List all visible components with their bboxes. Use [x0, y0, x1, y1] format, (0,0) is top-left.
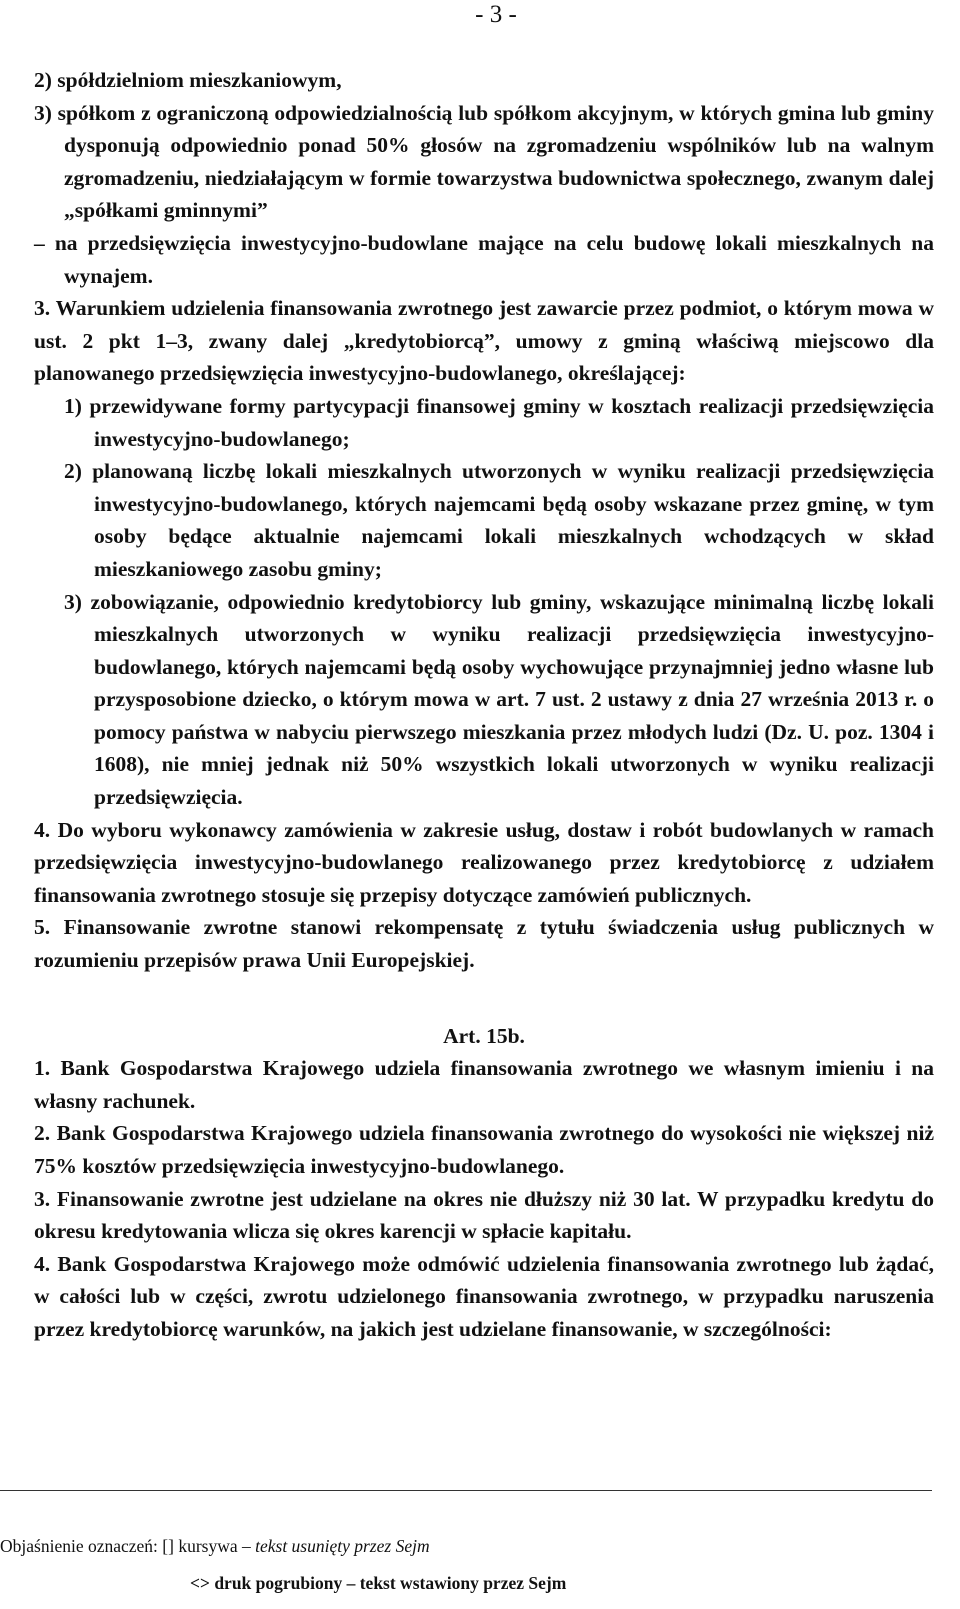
section-3-item-1: 1) przewidywane formy partycypacji finansowej gminy w kosztach realizacji przedsięwzięcia inwestycyjno-budowlanego; [64, 393, 934, 451]
article-item-1: 1. Bank Gospodarstwa Krajowego udziela finansowania zwrotnego we własnym imieniu i na własny rachunek. [34, 1056, 934, 1113]
document-body [34, 64, 934, 1346]
article-item-4: 4. Bank Gospodarstwa Krajowego może odmówić udzielenia finansowania zwrotnego lub żądać, w całości lub w części, zwrotu udzielonego finansowania zwrotnego, w przypadku naruszenia przez kredytobiorcę warunków, na jakich jest udzielane finansowanie, w szczególności: [34, 1251, 934, 1341]
section-3-intro: 3. Warunkiem udzielenia finansowania zwrotnego jest zawarcie przez podmiot, o którym mowa w ust. 2 pkt 1–3, zwany dalej „kredytobiorcą”, umowy z gminą właściwą miejscowo dla planowanego przedsięwzięcia inwestycyjno-budowlanego, określającej: [34, 296, 934, 386]
dash-clause-przedsiewziecia: – na przedsięwzięcia inwestycyjno-budowlane mające na celu budowę lokali mieszkalnych na wynajem. [34, 230, 934, 288]
footer-legend-line-1 [0, 1535, 430, 1557]
article-item-2: 2. Bank Gospodarstwa Krajowego udziela finansowania zwrotnego do wysokości nie większej niż 75% kosztów przedsięwzięcia inwestycyjno-budowlanego. [34, 1121, 934, 1178]
footer-divider [0, 1490, 932, 1491]
section-3-item-2: 2) planowaną liczbę lokali mieszkalnych utworzonych w wyniku realizacji przedsięwzięcia inwestycyjno-budowlanego, których najemcami będą osoby wskazane przez gminę, w tym osoby będące aktualnie najemcami lokali mieszkalnych wchodzących w skład mieszkaniowego zasobu gminy; [64, 459, 934, 581]
list-item-spoldzielnie: 2) spółdzielniom mieszkaniowym, [34, 68, 342, 92]
footer-legend-italic: tekst usunięty przez Sejm [255, 1536, 430, 1556]
page-number: - 3 - [475, 1, 517, 28]
spacer [34, 977, 934, 1020]
section-5: 5. Finansowanie zwrotne stanowi rekompensatę z tytułu świadczenia usług publicznych w rozumieniu przepisów prawa Unii Europejskiej. [34, 915, 934, 973]
section-4: 4. Do wyboru wykonawcy zamówienia w zakresie usług, dostaw i robót budowlanych w ramach przedsięwzięcia inwestycyjno-budowlanego realizowanego przez kredytobiorcę z udziałem finansowania zwrotnego stosuje się przepisy dotyczące zamówień publicznych. [34, 817, 934, 907]
list-item-spolki-gminne: 3) spółkom z ograniczoną odpowiedzialnością lub spółkom akcyjnym, w których gmina lub gminy dysponują odpowiednio ponad 50% głosów na zgromadzeniu wspólników lub na walnym zgromadzeniu, niedziałającym w formie towarzystwa budownictwa społecznego, zwanym dalej „spółkami gminnymi” [34, 100, 934, 223]
footer-legend-line-2: <> druk pogrubiony – tekst wstawiony przez Sejm [190, 1573, 567, 1593]
section-3-item-3: 3) zobowiązanie, odpowiednio kredytobiorcy lub gminy, wskazujące minimalną liczbę lokali mieszkalnych utworzonych w wyniku realizacji przedsięwzięcia inwestycyjno-budowlanego, których najemcami będą osoby wychowujące przynajmniej jedno własne lub przysposobione dziecko, o którym mowa w art. 7 ust. 2 ustawy z dnia 27 września 2013 r. o pomocy państwa w nabyciu pierwszego mieszkania przez młodych ludzi (Dz. U. poz. 1304 i 1608), nie mniej jednak niż 50% wszystkich lokali utworzonych w wyniku realizacji przedsięwzięcia. [64, 589, 934, 810]
article-title: Art. 15b. [443, 1023, 525, 1048]
footer-legend-prefix: Objaśnienie oznaczeń: [] kursywa – [0, 1536, 256, 1556]
article-item-3: 3. Finansowanie zwrotne jest udzielane na okres nie dłuższy niż 30 lat. W przypadku kredytu do okresu kredytowania wlicza się okres karencji w spłacie kapitału. [34, 1186, 934, 1244]
